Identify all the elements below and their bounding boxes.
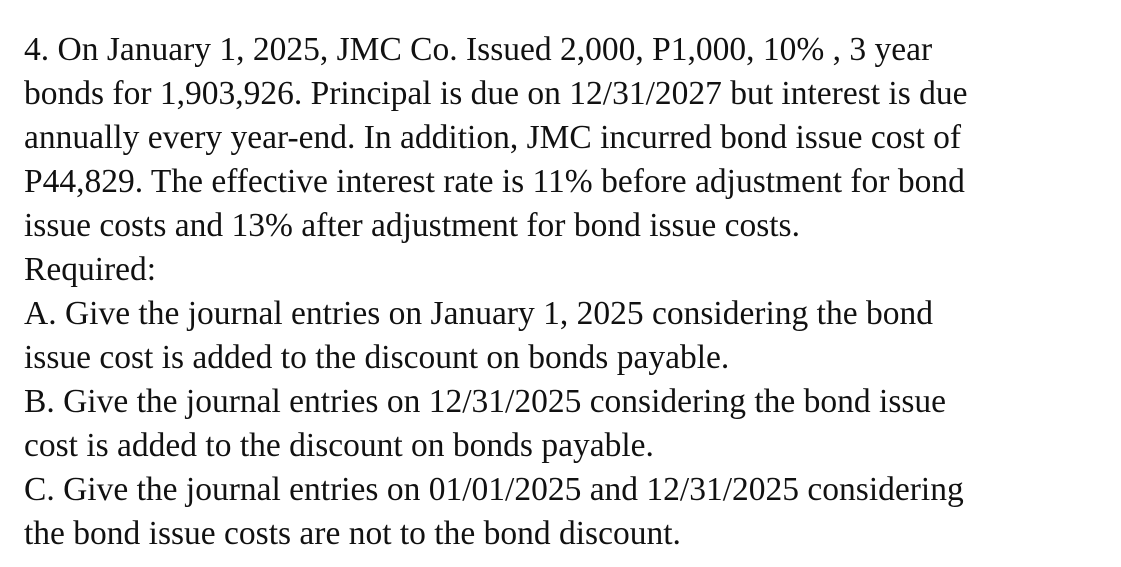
problem-intro: [24, 28, 1114, 248]
required-label: Required:: [24, 251, 157, 288]
requirement-b: [24, 380, 1114, 468]
intro-line: 4. On January 1, 2025, JMC Co. Issued 2,000, P1,000, 10% , 3 year: [24, 31, 933, 68]
problem-text: [24, 28, 1114, 556]
requirement-a-line: issue cost is added to the discount on bonds payable.: [24, 339, 730, 376]
intro-line: bonds for 1,903,926. Principal is due on 12/31/2027 but interest is due: [24, 75, 968, 112]
requirement-c-line: the bond issue costs are not to the bond discount.: [24, 515, 681, 552]
requirement-c: [24, 468, 1114, 556]
requirement-a: [24, 292, 1114, 380]
intro-line: P44,829. The effective interest rate is 11% before adjustment for bond: [24, 163, 965, 200]
requirement-c-line: C. Give the journal entries on 01/01/2025 and 12/31/2025 considering: [24, 471, 964, 508]
requirement-b-line: B. Give the journal entries on 12/31/2025 considering the bond issue: [24, 383, 947, 420]
intro-line: issue costs and 13% after adjustment for bond issue costs.: [24, 207, 800, 244]
requirement-b-line: cost is added to the discount on bonds payable.: [24, 427, 654, 464]
requirement-a-line: A. Give the journal entries on January 1, 2025 considering the bond: [24, 295, 933, 332]
intro-line: annually every year-end. In addition, JMC incurred bond issue cost of: [24, 119, 962, 156]
